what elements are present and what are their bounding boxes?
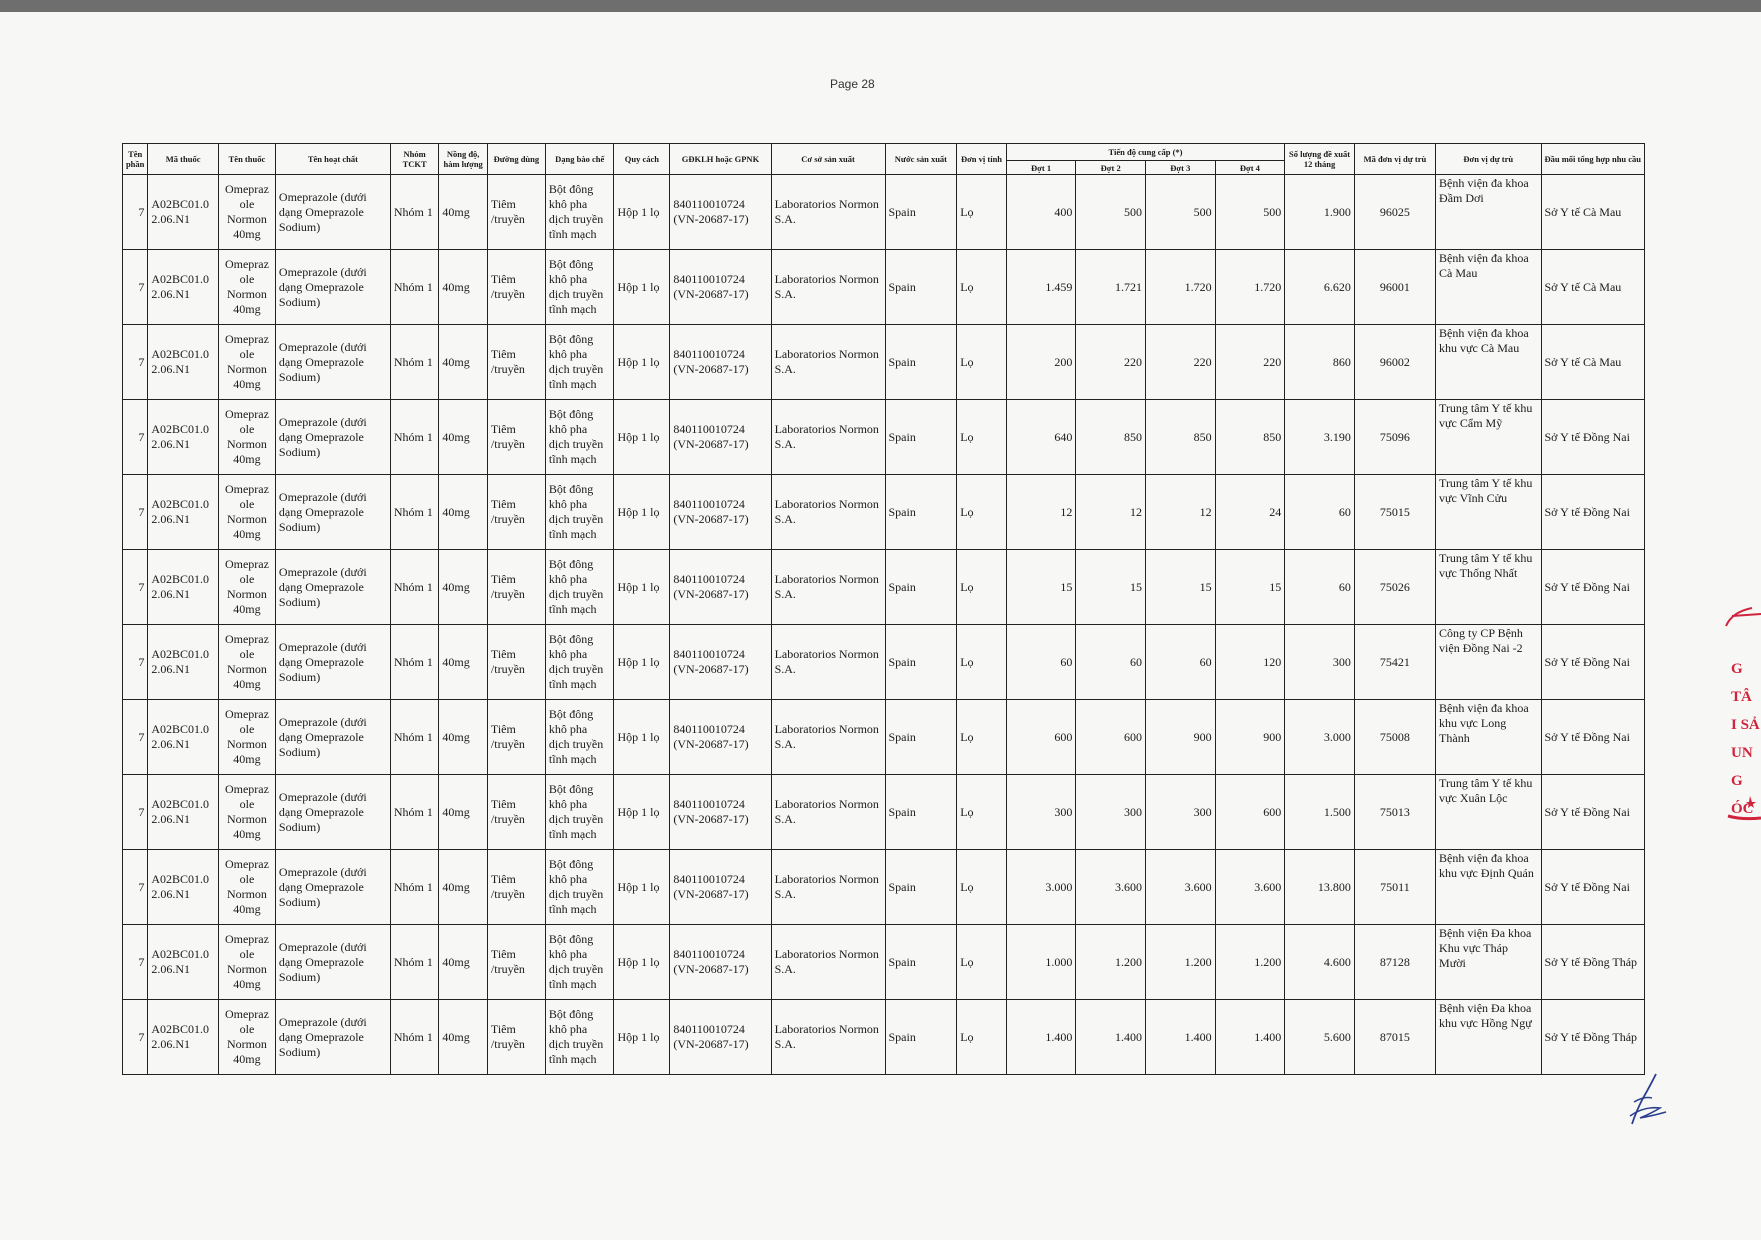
cell-so-luong: 860	[1285, 325, 1355, 400]
cell-don-vi: Lọ	[957, 400, 1007, 475]
cell-don-vi-du-tru: Bệnh viện đa khoa khu vực Cà Mau	[1436, 325, 1541, 400]
cell-gdklh: 840110010724 (VN-20687-17)	[670, 850, 771, 925]
cell-dot-4: 120	[1215, 625, 1285, 700]
cell-ma-don-vi: 96002	[1354, 325, 1435, 400]
cell-ten-phan: 7	[123, 850, 148, 925]
cell-ma-don-vi: 75421	[1354, 625, 1435, 700]
cell-dau-moi: Sở Y tế Đồng Nai	[1541, 475, 1645, 550]
cell-don-vi-du-tru: Bệnh viện đa khoa khu vực Long Thành	[1436, 700, 1541, 775]
cell-ma-don-vi: 87015	[1354, 1000, 1435, 1075]
cell-ma-thuoc: A02BC01.02.06.N1	[148, 325, 219, 400]
cell-nhom: Nhóm 1	[390, 400, 439, 475]
cell-nuoc: Spain	[885, 925, 957, 1000]
cell-nhom: Nhóm 1	[390, 550, 439, 625]
cell-ma-thuoc: A02BC01.02.06.N1	[148, 700, 219, 775]
cell-so-luong: 60	[1285, 475, 1355, 550]
cell-dot-3: 12	[1146, 475, 1216, 550]
cell-ten-phan: 7	[123, 400, 148, 475]
cell-dau-moi: Sở Y tế Cà Mau	[1541, 250, 1645, 325]
cell-don-vi: Lọ	[957, 550, 1007, 625]
cell-don-vi-du-tru: Trung tâm Y tế khu vực Thống Nhất	[1436, 550, 1541, 625]
cell-don-vi: Lọ	[957, 925, 1007, 1000]
table-row	[123, 550, 1645, 625]
cell-dot-4: 220	[1215, 325, 1285, 400]
cell-dang-bao-che: Bột đông khô pha dịch truyền tĩnh mạch	[545, 475, 614, 550]
cell-co-so: Laboratorios Normon S.A.	[771, 250, 885, 325]
cell-gdklh: 840110010724 (VN-20687-17)	[670, 400, 771, 475]
col-nong-do: Nồng độ, hàm lượng	[439, 144, 488, 175]
cell-nong-do: 40mg	[439, 400, 488, 475]
col-nhom-tckt: Nhóm TCKT	[390, 144, 439, 175]
cell-dot-3: 1.200	[1146, 925, 1216, 1000]
cell-quy-cach: Hộp 1 lọ	[614, 625, 670, 700]
cell-ten-phan: 7	[123, 325, 148, 400]
cell-nuoc: Spain	[885, 850, 957, 925]
cell-ten-phan: 7	[123, 775, 148, 850]
cell-dot-3: 500	[1146, 175, 1216, 250]
cell-ten-phan: 7	[123, 250, 148, 325]
page-number: Page 28	[830, 77, 875, 91]
cell-quy-cach: Hộp 1 lọ	[614, 475, 670, 550]
cell-duong-dung: Tiêm /truyền	[487, 475, 545, 550]
cell-nhom: Nhóm 1	[390, 175, 439, 250]
cell-don-vi: Lọ	[957, 700, 1007, 775]
cell-quy-cach: Hộp 1 lọ	[614, 700, 670, 775]
col-co-so-san-xuat: Cơ sở sản xuất	[771, 144, 885, 175]
cell-co-so: Laboratorios Normon S.A.	[771, 400, 885, 475]
cell-ma-don-vi: 87128	[1354, 925, 1435, 1000]
cell-duong-dung: Tiêm /truyền	[487, 175, 545, 250]
col-so-luong: Số lượng đề xuất 12 tháng	[1285, 144, 1355, 175]
cell-gdklh: 840110010724 (VN-20687-17)	[670, 1000, 771, 1075]
cell-don-vi-du-tru: Trung tâm Y tế khu vực Xuân Lộc	[1436, 775, 1541, 850]
cell-nuoc: Spain	[885, 175, 957, 250]
cell-nuoc: Spain	[885, 475, 957, 550]
col-dau-moi: Đầu mối tổng hợp nhu cầu	[1541, 144, 1645, 175]
cell-co-so: Laboratorios Normon S.A.	[771, 1000, 885, 1075]
cell-hoat-chat: Omeprazole (dưới dạng Omeprazole Sodium)	[275, 775, 390, 850]
cell-co-so: Laboratorios Normon S.A.	[771, 700, 885, 775]
cell-dot-4: 3.600	[1215, 850, 1285, 925]
cell-nuoc: Spain	[885, 625, 957, 700]
cell-hoat-chat: Omeprazole (dưới dạng Omeprazole Sodium)	[275, 625, 390, 700]
cell-so-luong: 3.190	[1285, 400, 1355, 475]
cell-nuoc: Spain	[885, 1000, 957, 1075]
table-row	[123, 175, 1645, 250]
cell-gdklh: 840110010724 (VN-20687-17)	[670, 550, 771, 625]
cell-ten-thuoc: Omeprazole Normon 40mg	[218, 625, 275, 700]
cell-ten-phan: 7	[123, 550, 148, 625]
cell-don-vi: Lọ	[957, 775, 1007, 850]
cell-ma-don-vi: 75096	[1354, 400, 1435, 475]
cell-gdklh: 840110010724 (VN-20687-17)	[670, 175, 771, 250]
cell-nong-do: 40mg	[439, 925, 488, 1000]
cell-nuoc: Spain	[885, 325, 957, 400]
cell-hoat-chat: Omeprazole (dưới dạng Omeprazole Sodium)	[275, 1000, 390, 1075]
cell-dang-bao-che: Bột đông khô pha dịch truyền tĩnh mạch	[545, 400, 614, 475]
cell-so-luong: 4.600	[1285, 925, 1355, 1000]
cell-dot-1: 200	[1006, 325, 1076, 400]
col-nuoc-san-xuat: Nước sản xuất	[885, 144, 957, 175]
cell-co-so: Laboratorios Normon S.A.	[771, 475, 885, 550]
cell-dot-2: 500	[1076, 175, 1146, 250]
cell-dot-4: 1.400	[1215, 1000, 1285, 1075]
cell-hoat-chat: Omeprazole (dưới dạng Omeprazole Sodium)	[275, 925, 390, 1000]
cell-dot-2: 60	[1076, 625, 1146, 700]
cell-dot-1: 640	[1006, 400, 1076, 475]
cell-ten-thuoc: Omeprazole Normon 40mg	[218, 850, 275, 925]
col-duong-dung: Đường dùng	[487, 144, 545, 175]
cell-co-so: Laboratorios Normon S.A.	[771, 925, 885, 1000]
cell-duong-dung: Tiêm /truyền	[487, 400, 545, 475]
cell-quy-cach: Hộp 1 lọ	[614, 925, 670, 1000]
cell-quy-cach: Hộp 1 lọ	[614, 550, 670, 625]
cell-hoat-chat: Omeprazole (dưới dạng Omeprazole Sodium)	[275, 325, 390, 400]
cell-dot-3: 850	[1146, 400, 1216, 475]
cell-nong-do: 40mg	[439, 325, 488, 400]
scan-top-edge	[0, 0, 1761, 12]
cell-ten-thuoc: Omeprazole Normon 40mg	[218, 700, 275, 775]
cell-don-vi-du-tru: Bệnh viện Đa khoa khu vực Hồng Ngự	[1436, 1000, 1541, 1075]
cell-quy-cach: Hộp 1 lọ	[614, 250, 670, 325]
table-row	[123, 325, 1645, 400]
table-body	[123, 175, 1645, 1075]
cell-nhom: Nhóm 1	[390, 325, 439, 400]
cell-ten-phan: 7	[123, 475, 148, 550]
cell-ma-thuoc: A02BC01.02.06.N1	[148, 1000, 219, 1075]
cell-don-vi-du-tru: Công ty CP Bệnh viện Đồng Nai -2	[1436, 625, 1541, 700]
table-row	[123, 850, 1645, 925]
cell-ma-thuoc: A02BC01.02.06.N1	[148, 925, 219, 1000]
cell-gdklh: 840110010724 (VN-20687-17)	[670, 475, 771, 550]
cell-dot-1: 600	[1006, 700, 1076, 775]
cell-dot-2: 850	[1076, 400, 1146, 475]
cell-duong-dung: Tiêm /truyền	[487, 925, 545, 1000]
col-ten-thuoc: Tên thuốc	[218, 144, 275, 175]
cell-ten-phan: 7	[123, 925, 148, 1000]
cell-ma-thuoc: A02BC01.02.06.N1	[148, 250, 219, 325]
cell-so-luong: 60	[1285, 550, 1355, 625]
cell-nong-do: 40mg	[439, 775, 488, 850]
cell-nhom: Nhóm 1	[390, 475, 439, 550]
cell-ten-thuoc: Omeprazole Normon 40mg	[218, 400, 275, 475]
cell-nong-do: 40mg	[439, 700, 488, 775]
col-dot-4: Đợt 4	[1215, 161, 1285, 175]
cell-nhom: Nhóm 1	[390, 775, 439, 850]
cell-dau-moi: Sở Y tế Đồng Tháp	[1541, 1000, 1645, 1075]
col-gdklh: GĐKLH hoặc GPNK	[670, 144, 771, 175]
cell-hoat-chat: Omeprazole (dưới dạng Omeprazole Sodium)	[275, 550, 390, 625]
cell-gdklh: 840110010724 (VN-20687-17)	[670, 700, 771, 775]
cell-dot-2: 220	[1076, 325, 1146, 400]
cell-dot-4: 1.200	[1215, 925, 1285, 1000]
cell-co-so: Laboratorios Normon S.A.	[771, 850, 885, 925]
cell-hoat-chat: Omeprazole (dưới dạng Omeprazole Sodium)	[275, 400, 390, 475]
cell-dang-bao-che: Bột đông khô pha dịch truyền tĩnh mạch	[545, 250, 614, 325]
cell-duong-dung: Tiêm /truyền	[487, 625, 545, 700]
cell-dot-2: 1.721	[1076, 250, 1146, 325]
cell-ma-thuoc: A02BC01.02.06.N1	[148, 475, 219, 550]
cell-nong-do: 40mg	[439, 550, 488, 625]
col-ten-hoat-chat: Tên hoạt chất	[275, 144, 390, 175]
table-row	[123, 475, 1645, 550]
col-dot-3: Đợt 3	[1146, 161, 1216, 175]
cell-dot-3: 1.400	[1146, 1000, 1216, 1075]
handwritten-signature	[1626, 1072, 1670, 1128]
cell-hoat-chat: Omeprazole (dưới dạng Omeprazole Sodium)	[275, 175, 390, 250]
cell-dau-moi: Sở Y tế Đồng Nai	[1541, 700, 1645, 775]
cell-dang-bao-che: Bột đông khô pha dịch truyền tĩnh mạch	[545, 775, 614, 850]
table-header	[123, 144, 1645, 175]
cell-dau-moi: Sở Y tế Đồng Tháp	[1541, 925, 1645, 1000]
cell-dot-4: 24	[1215, 475, 1285, 550]
cell-ten-phan: 7	[123, 625, 148, 700]
cell-ten-phan: 7	[123, 700, 148, 775]
cell-dot-1: 3.000	[1006, 850, 1076, 925]
cell-dang-bao-che: Bột đông khô pha dịch truyền tĩnh mạch	[545, 325, 614, 400]
cell-dot-1: 1.459	[1006, 250, 1076, 325]
cell-duong-dung: Tiêm /truyền	[487, 325, 545, 400]
stamp-text: G TÂ I SẢ UNG ÓC	[1731, 661, 1760, 817]
cell-nhom: Nhóm 1	[390, 625, 439, 700]
cell-nong-do: 40mg	[439, 625, 488, 700]
cell-don-vi-du-tru: Bệnh viện Đa khoa Khu vực Tháp Mười	[1436, 925, 1541, 1000]
cell-so-luong: 1.900	[1285, 175, 1355, 250]
cell-ma-thuoc: A02BC01.02.06.N1	[148, 175, 219, 250]
cell-don-vi: Lọ	[957, 325, 1007, 400]
col-don-vi-tinh: Đơn vị tính	[957, 144, 1007, 175]
cell-duong-dung: Tiêm /truyền	[487, 550, 545, 625]
cell-dot-2: 3.600	[1076, 850, 1146, 925]
cell-dau-moi: Sở Y tế Cà Mau	[1541, 175, 1645, 250]
cell-dot-1: 400	[1006, 175, 1076, 250]
col-ma-don-vi: Mã đơn vị dự trù	[1354, 144, 1435, 175]
cell-dot-2: 12	[1076, 475, 1146, 550]
cell-dot-1: 12	[1006, 475, 1076, 550]
cell-ma-thuoc: A02BC01.02.06.N1	[148, 550, 219, 625]
cell-co-so: Laboratorios Normon S.A.	[771, 775, 885, 850]
col-dot-1: Đợt 1	[1006, 161, 1076, 175]
cell-hoat-chat: Omeprazole (dưới dạng Omeprazole Sodium)	[275, 850, 390, 925]
cell-nhom: Nhóm 1	[390, 700, 439, 775]
cell-dot-1: 15	[1006, 550, 1076, 625]
cell-duong-dung: Tiêm /truyền	[487, 250, 545, 325]
cell-co-so: Laboratorios Normon S.A.	[771, 625, 885, 700]
cell-quy-cach: Hộp 1 lọ	[614, 775, 670, 850]
cell-nong-do: 40mg	[439, 475, 488, 550]
cell-dot-3: 60	[1146, 625, 1216, 700]
cell-nong-do: 40mg	[439, 850, 488, 925]
cell-dot-4: 900	[1215, 700, 1285, 775]
cell-don-vi: Lọ	[957, 250, 1007, 325]
cell-so-luong: 13.800	[1285, 850, 1355, 925]
cell-dang-bao-che: Bột đông khô pha dịch truyền tĩnh mạch	[545, 175, 614, 250]
cell-quy-cach: Hộp 1 lọ	[614, 175, 670, 250]
cell-don-vi: Lọ	[957, 175, 1007, 250]
col-ten-phan: Tên phần	[123, 144, 148, 175]
cell-so-luong: 300	[1285, 625, 1355, 700]
cell-nhom: Nhóm 1	[390, 850, 439, 925]
cell-dau-moi: Sở Y tế Đồng Nai	[1541, 550, 1645, 625]
cell-dot-4: 15	[1215, 550, 1285, 625]
cell-dang-bao-che: Bột đông khô pha dịch truyền tĩnh mạch	[545, 625, 614, 700]
cell-dot-2: 15	[1076, 550, 1146, 625]
cell-hoat-chat: Omeprazole (dưới dạng Omeprazole Sodium)	[275, 250, 390, 325]
col-tien-do: Tiến độ cung cấp (*)	[1006, 144, 1284, 161]
cell-dang-bao-che: Bột đông khô pha dịch truyền tĩnh mạch	[545, 925, 614, 1000]
cell-co-so: Laboratorios Normon S.A.	[771, 175, 885, 250]
drug-allocation-table	[122, 143, 1645, 1075]
cell-co-so: Laboratorios Normon S.A.	[771, 550, 885, 625]
cell-nuoc: Spain	[885, 700, 957, 775]
cell-ten-thuoc: Omeprazole Normon 40mg	[218, 175, 275, 250]
cell-so-luong: 3.000	[1285, 700, 1355, 775]
cell-dot-3: 900	[1146, 700, 1216, 775]
cell-dang-bao-che: Bột đông khô pha dịch truyền tĩnh mạch	[545, 850, 614, 925]
cell-dot-1: 1.000	[1006, 925, 1076, 1000]
cell-don-vi-du-tru: Bệnh viện đa khoa Cà Mau	[1436, 250, 1541, 325]
cell-dot-3: 3.600	[1146, 850, 1216, 925]
col-don-vi-du-tru: Đơn vị dự trù	[1436, 144, 1541, 175]
cell-quy-cach: Hộp 1 lọ	[614, 850, 670, 925]
cell-nhom: Nhóm 1	[390, 1000, 439, 1075]
cell-gdklh: 840110010724 (VN-20687-17)	[670, 325, 771, 400]
cell-ma-thuoc: A02BC01.02.06.N1	[148, 850, 219, 925]
cell-don-vi: Lọ	[957, 625, 1007, 700]
cell-duong-dung: Tiêm /truyền	[487, 1000, 545, 1075]
cell-ten-thuoc: Omeprazole Normon 40mg	[218, 550, 275, 625]
cell-ten-thuoc: Omeprazole Normon 40mg	[218, 1000, 275, 1075]
cell-ma-don-vi: 75011	[1354, 850, 1435, 925]
col-ma-thuoc: Mã thuốc	[148, 144, 219, 175]
col-dang-bao-che: Dạng bào chế	[545, 144, 614, 175]
cell-dang-bao-che: Bột đông khô pha dịch truyền tĩnh mạch	[545, 700, 614, 775]
cell-dau-moi: Sở Y tế Cà Mau	[1541, 325, 1645, 400]
cell-ma-don-vi: 75015	[1354, 475, 1435, 550]
cell-quy-cach: Hộp 1 lọ	[614, 400, 670, 475]
cell-dot-2: 600	[1076, 700, 1146, 775]
cell-dot-3: 220	[1146, 325, 1216, 400]
cell-don-vi-du-tru: Trung tâm Y tế khu vực Cẩm Mỹ	[1436, 400, 1541, 475]
table-row	[123, 775, 1645, 850]
cell-duong-dung: Tiêm /truyền	[487, 700, 545, 775]
cell-nuoc: Spain	[885, 550, 957, 625]
cell-dot-1: 1.400	[1006, 1000, 1076, 1075]
cell-ma-thuoc: A02BC01.02.06.N1	[148, 775, 219, 850]
cell-nuoc: Spain	[885, 775, 957, 850]
cell-dot-4: 850	[1215, 400, 1285, 475]
cell-nong-do: 40mg	[439, 250, 488, 325]
cell-duong-dung: Tiêm /truyền	[487, 775, 545, 850]
cell-ma-don-vi: 75013	[1354, 775, 1435, 850]
cell-dot-2: 300	[1076, 775, 1146, 850]
cell-hoat-chat: Omeprazole (dưới dạng Omeprazole Sodium)	[275, 475, 390, 550]
cell-dot-2: 1.400	[1076, 1000, 1146, 1075]
cell-ma-don-vi: 75008	[1354, 700, 1435, 775]
cell-ma-don-vi: 96001	[1354, 250, 1435, 325]
cell-don-vi-du-tru: Bệnh viện đa khoa Đầm Dơi	[1436, 175, 1541, 250]
cell-nuoc: Spain	[885, 250, 957, 325]
cell-dot-3: 1.720	[1146, 250, 1216, 325]
cell-dau-moi: Sở Y tế Đồng Nai	[1541, 400, 1645, 475]
cell-gdklh: 840110010724 (VN-20687-17)	[670, 775, 771, 850]
cell-gdklh: 840110010724 (VN-20687-17)	[670, 925, 771, 1000]
cell-ten-thuoc: Omeprazole Normon 40mg	[218, 775, 275, 850]
cell-quy-cach: Hộp 1 lọ	[614, 1000, 670, 1075]
cell-so-luong: 6.620	[1285, 250, 1355, 325]
cell-ten-phan: 7	[123, 1000, 148, 1075]
cell-dang-bao-che: Bột đông khô pha dịch truyền tĩnh mạch	[545, 550, 614, 625]
cell-ten-thuoc: Omeprazole Normon 40mg	[218, 325, 275, 400]
cell-gdklh: 840110010724 (VN-20687-17)	[670, 250, 771, 325]
col-dot-2: Đợt 2	[1076, 161, 1146, 175]
cell-nuoc: Spain	[885, 400, 957, 475]
cell-dot-3: 15	[1146, 550, 1216, 625]
cell-don-vi-du-tru: Bệnh viện đa khoa khu vực Định Quán	[1436, 850, 1541, 925]
cell-so-luong: 5.600	[1285, 1000, 1355, 1075]
cell-dot-3: 300	[1146, 775, 1216, 850]
cell-dau-moi: Sở Y tế Đồng Nai	[1541, 775, 1645, 850]
table-row	[123, 625, 1645, 700]
cell-ma-thuoc: A02BC01.02.06.N1	[148, 400, 219, 475]
cell-dot-2: 1.200	[1076, 925, 1146, 1000]
cell-co-so: Laboratorios Normon S.A.	[771, 325, 885, 400]
cell-ten-phan: 7	[123, 175, 148, 250]
table-row	[123, 925, 1645, 1000]
table-row	[123, 1000, 1645, 1075]
cell-dot-4: 1.720	[1215, 250, 1285, 325]
cell-don-vi-du-tru: Trung tâm Y tế khu vực Vĩnh Cửu	[1436, 475, 1541, 550]
cell-nong-do: 40mg	[439, 175, 488, 250]
cell-ma-thuoc: A02BC01.02.06.N1	[148, 625, 219, 700]
cell-quy-cach: Hộp 1 lọ	[614, 325, 670, 400]
cell-dot-4: 600	[1215, 775, 1285, 850]
col-quy-cach: Quy cách	[614, 144, 670, 175]
cell-dau-moi: Sở Y tế Đồng Nai	[1541, 625, 1645, 700]
cell-ten-thuoc: Omeprazole Normon 40mg	[218, 475, 275, 550]
table-row	[123, 700, 1645, 775]
cell-ten-thuoc: Omeprazole Normon 40mg	[218, 250, 275, 325]
cell-don-vi: Lọ	[957, 850, 1007, 925]
cell-so-luong: 1.500	[1285, 775, 1355, 850]
cell-ma-don-vi: 75026	[1354, 550, 1435, 625]
table-row	[123, 250, 1645, 325]
table-row	[123, 400, 1645, 475]
cell-don-vi: Lọ	[957, 475, 1007, 550]
cell-don-vi: Lọ	[957, 1000, 1007, 1075]
cell-nong-do: 40mg	[439, 1000, 488, 1075]
cell-nhom: Nhóm 1	[390, 925, 439, 1000]
cell-hoat-chat: Omeprazole (dưới dạng Omeprazole Sodium)	[275, 700, 390, 775]
cell-dot-1: 300	[1006, 775, 1076, 850]
cell-gdklh: 840110010724 (VN-20687-17)	[670, 625, 771, 700]
cell-dot-1: 60	[1006, 625, 1076, 700]
cell-nhom: Nhóm 1	[390, 250, 439, 325]
cell-dau-moi: Sở Y tế Đồng Nai	[1541, 850, 1645, 925]
cell-dot-4: 500	[1215, 175, 1285, 250]
cell-ma-don-vi: 96025	[1354, 175, 1435, 250]
cell-duong-dung: Tiêm /truyền	[487, 850, 545, 925]
cell-ten-thuoc: Omeprazole Normon 40mg	[218, 925, 275, 1000]
cell-dang-bao-che: Bột đông khô pha dịch truyền tĩnh mạch	[545, 1000, 614, 1075]
